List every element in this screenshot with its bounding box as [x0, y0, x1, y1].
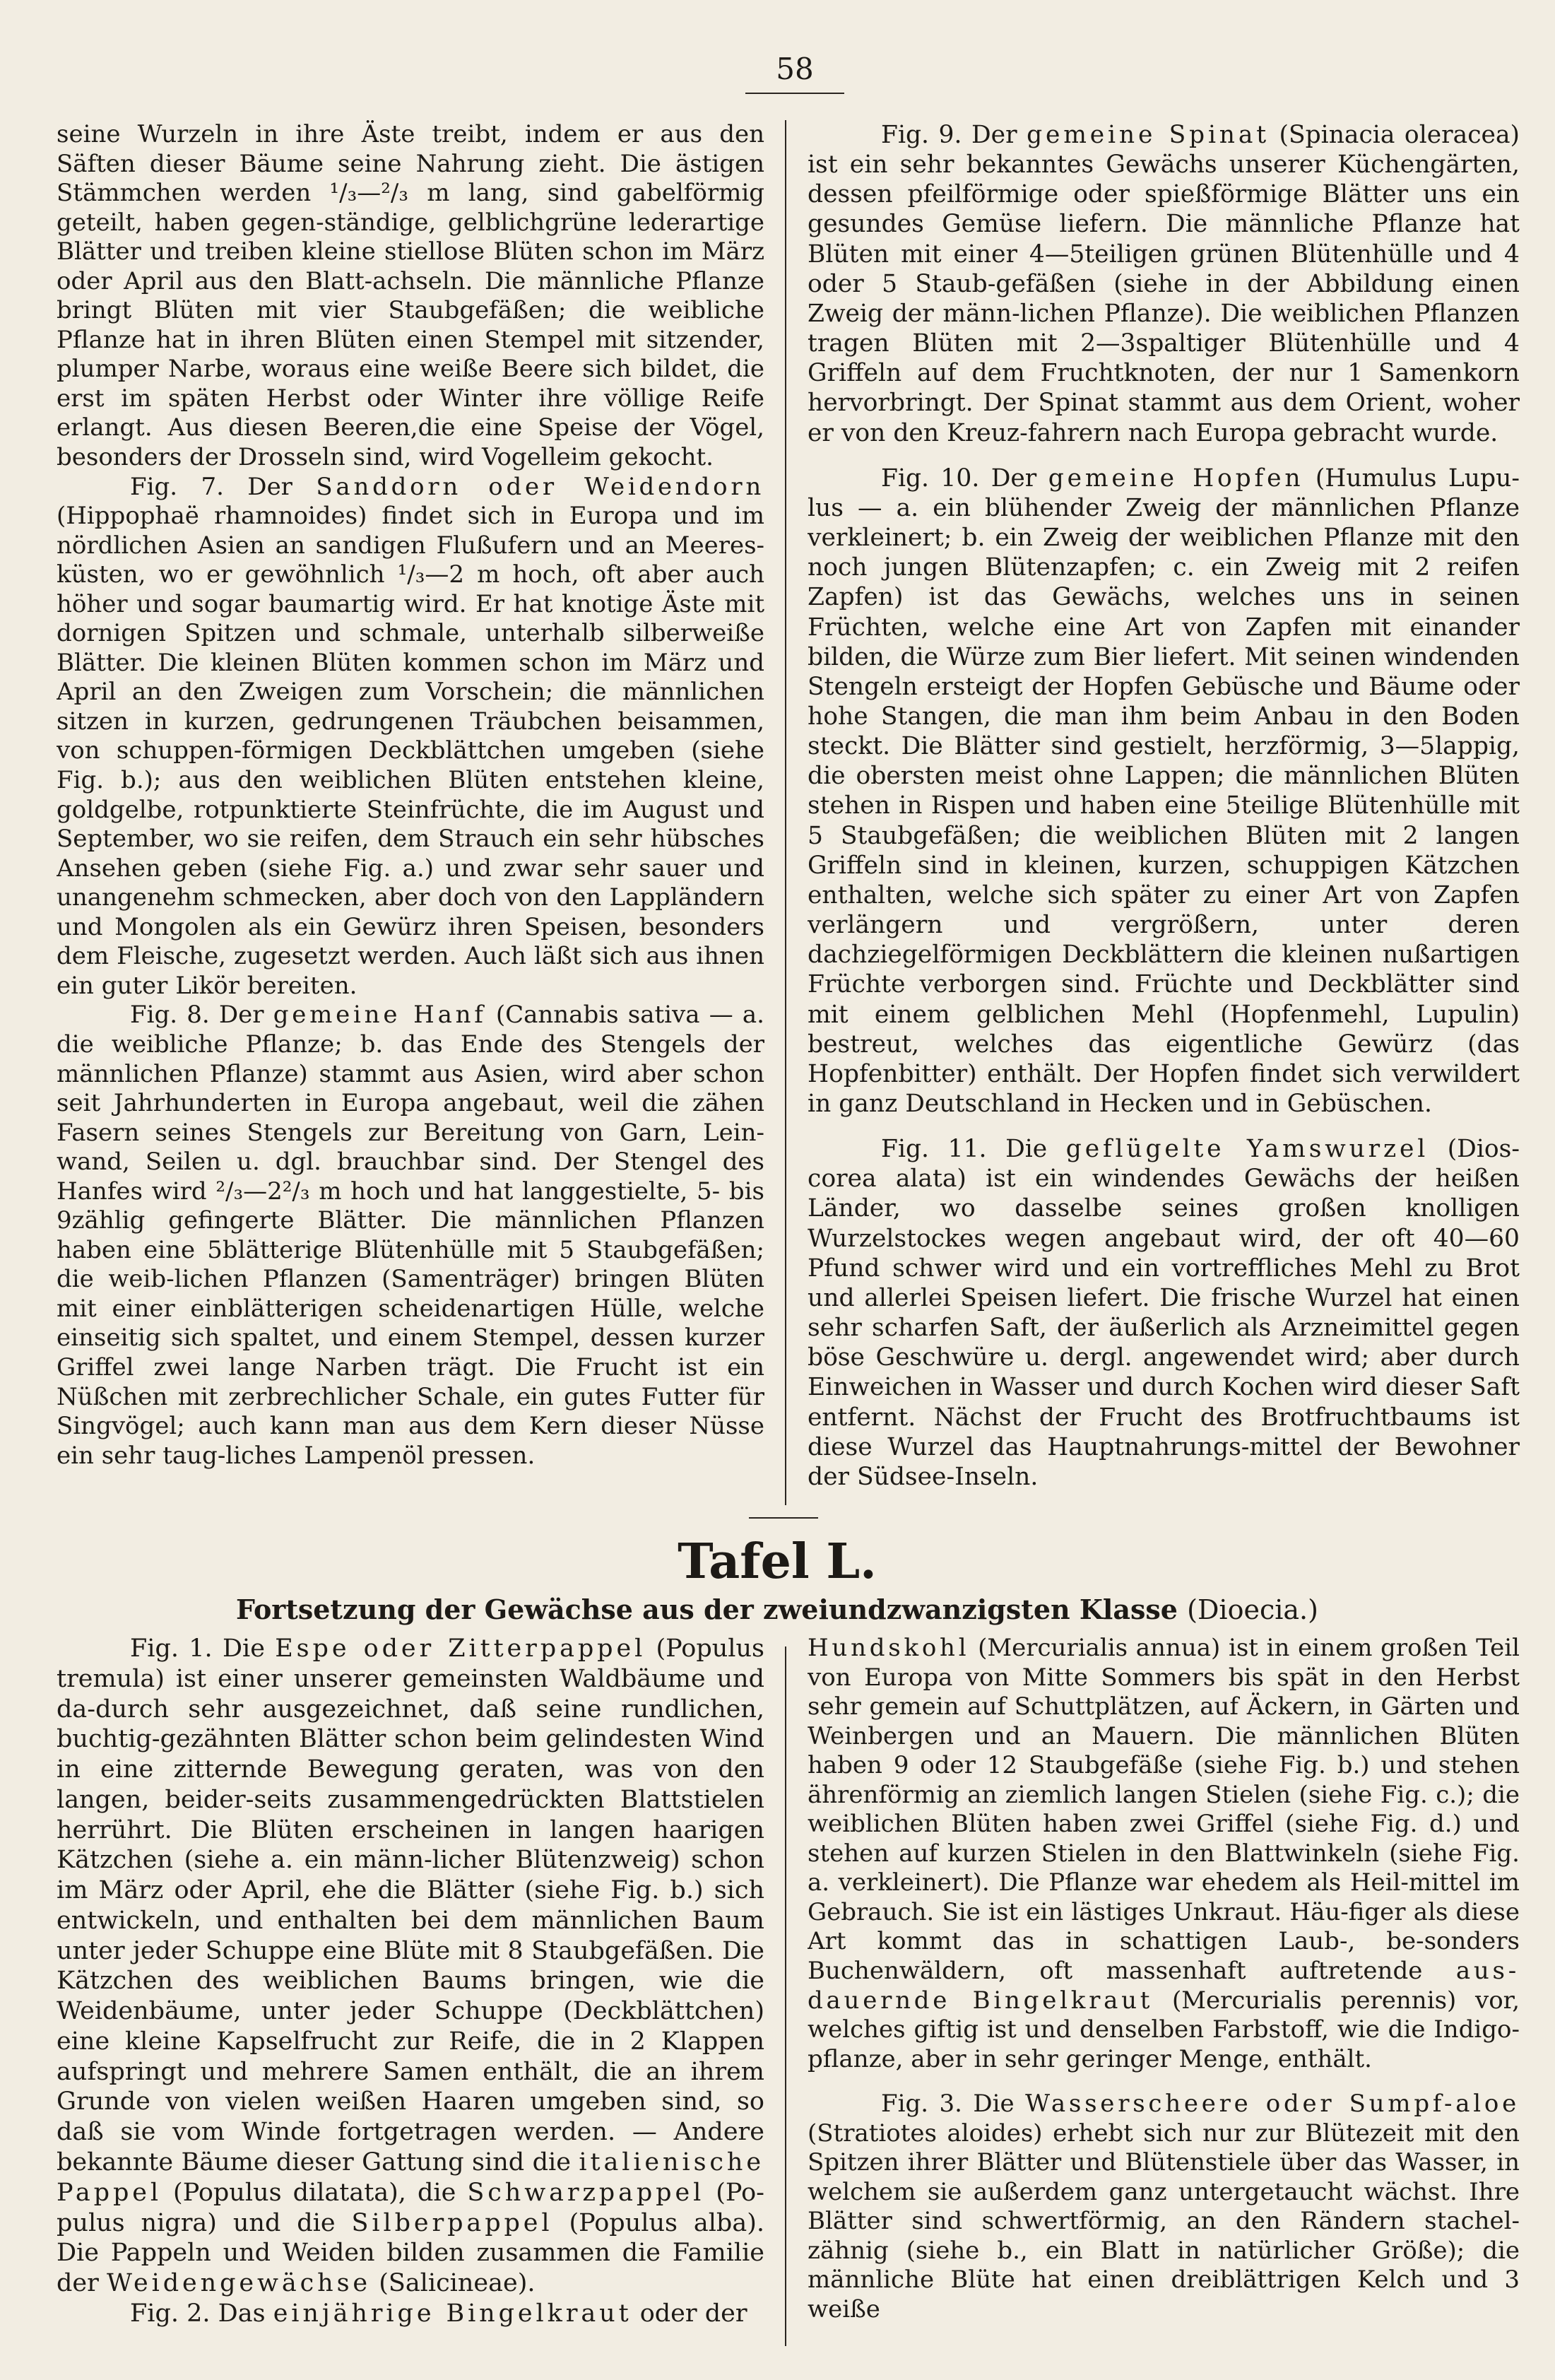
plate-subtitle-text: Fortsetzung der Gewächse aus der zweiundzwanzigsten Klasse [236, 1593, 1178, 1625]
paragraph-mistletoe-continued: seine Wurzeln in ihre Äste treibt, indem er aus den Säften dieser Bäume seine Nahrung zieht. Die ästigen Stämmchen werden ¹/₃—²/₃ m lang, sind gabelförmig geteilt, haben gegen-ständige, gelblichgrüne lederartige Blätter und treiben kleine stiellose Blüten schon im März oder April aus den Blatt-achseln. Die männliche Pflanze bringt Blüten mit vier Staubgefäßen; die weibliche Pflanze hat in ihren Blüten einen Stempel mit sitzender, plumper Narbe, woraus eine weiße Beere sich bildet, die erst im späten Herbst oder Winter ihre völlige Reife erlangt. Aus diesen Beeren,die eine Speise der Vögel, besonders der Drosseln sind, wird Vogelleim gekocht. [57, 120, 764, 472]
paragraph-body: (Spinacia oleracea) ist ein sehr bekanntes Gewächs unserer Küchengärten, dessen pfeilförmige oder spießförmige Blätter uns ein gesundes Gemüse liefern. Die männliche Pflanze hat Blüten mit einer 4—5teiligen grünen Blütenhülle und 4 oder 5 Staub-gefäßen (siehe in der Abbildung einen Zweig der männ-lichen Pflanze). Die weiblichen Pflanzen tragen Blüten mit 2—3spaltiger Blütenhülle und 4 Griffeln auf dem Fruchtknoten, der nur 1 Samenkorn hervorbringt. Der Spinat stammt aus dem Orient, woher er von den Kreuz-fahrern nach Europa gebracht wurde. [808, 121, 1520, 447]
plate-subtitle-latin: (Dioecia.) [1187, 1594, 1318, 1625]
paragraph-body: oder der [639, 2299, 747, 2328]
paragraph-plate-fig-2 [57, 2299, 764, 2329]
species-name: Espe oder Zitterpappel [275, 1634, 646, 1663]
species-name: geflügelte Yamswurzel [1065, 1135, 1429, 1164]
paragraph-body: (Mercurialis annua) ist in einem großen Teil von Europa von Mitte Sommers bis spät in den Herbst sehr gemein auf Schuttplätzen, auf Äckern, in Gärten und Weinbergen und an Mauern. Die männlichen Blüten haben 9 oder 12 Staubgefäße (siehe Fig. b.) und stehen ährenförmig an ziemlich langen Stielen (siehe Fig. c.); die weiblichen Blüten haben zwei Griffel (siehe Fig. d.) und stehen auf kurzen Stielen in den Blattwinkeln (siehe Fig. a. verkleinert). Die Pflanze war ehedem als Heil-mittel im Gebrauch. Sie ist ein lästiges Unkraut. Häu-figer als diese Art kommt das in schattigen Laub-, be-sonders Buchenwäldern, oft massenhaft auftretende [808, 1634, 1520, 1986]
figure-ref: Fig. 2. Das [130, 2299, 266, 2328]
paragraph-body: (Hippophaë rhamnoides) findet sich in Europa und im nördlichen Asien an sandigen Flußufern und an Meeres-küsten, wo er gewöhnlich ¹/₃—2 m hoch, oft aber auch höher und sogar baumartig wird. Er hat knotige Äste mit dornigen Spitzen und schmale, unterhalb silberweiße Blätter. Die kleinen Blüten kommen schon im März und April an den Zweigen zum Vorschein; die männlichen sitzen in kurzen, gedrungenen Träubchen beisammen, von schuppen-förmigen Deckblättchen umgeben (siehe Fig. b.); aus den weiblichen Blüten entstehen kleine, goldgelbe, rotpunktierte Steinfrüchte, die im August und September, wo sie reifen, dem Strauch ein sehr hübsches Ansehen geben (siehe Fig. a.) und zwar sehr sauer und unangenehm schmecken, aber doch von den Lappländern und Mongolen als ein Gewürz ihren Speisen, besonders dem Fleische, zugesetzt werden. Auch läßt sich aus ihnen ein guter Likör bereiten. [57, 502, 764, 1000]
paragraph-body: (Populus tremula) ist einer unserer gemeinsten Waldbäume und da-durch sehr ausgezeichnet, daß seine rundlichen, buchtig-gezähnten Blätter schon beim gelindesten Wind in eine zitternde Bewegung geraten, was von den langen, beider-seits zusammengedrückten Blattstielen herrührt. Die Blüten erscheinen in langen haarigen Kätzchen (siehe a. ein männ-licher Blütenzweig) schon im März oder April, ehe die Blätter (siehe Fig. b.) sich entwickeln, und enthalten bei dem männlichen Baum unter jeder Schuppe eine Blüte mit 8 Staubgefäßen. Die Kätzchen des weiblichen Baums bringen, wie die Weidenbäume, unter jeder Schuppe (Deckblättchen) eine kleine Kapselfrucht zur Reife, die in 2 Klappen aufspringt und mehrere Samen enthält, die an ihrem Grunde von vielen weißen Haaren umgeben sind, so daß sie vom Winde fortgetragen werden. — Andere bekannte Bäume dieser Gattung sind die [57, 1634, 764, 2177]
paragraph-fig-8 [57, 1001, 764, 1471]
figure-ref: Fig. 8. Der [130, 1001, 264, 1030]
paragraph-plate-fig-2-continued [808, 1634, 1520, 2074]
paragraph-fig-9 [808, 120, 1520, 448]
paragraph-body: (Populus alba). Die Pappeln und Weiden bilden zusammen die Familie der [57, 2208, 764, 2298]
upper-right-column [808, 120, 1520, 1509]
family-name: Weidengewächse [107, 2269, 372, 2298]
paragraph-fig-7 [57, 473, 764, 1001]
paragraph-body: (Populus dilatata), die [173, 2178, 456, 2207]
paragraph-fig-10 [808, 464, 1520, 1119]
figure-ref: Fig. 3. Die [881, 2090, 1015, 2119]
section-separator-rule [749, 1517, 818, 1519]
figure-ref: Fig. 10. Der [881, 464, 1037, 493]
lower-right-column [808, 1634, 1520, 2362]
upper-left-column [57, 120, 764, 1509]
plate-subtitle [85, 1589, 1470, 1631]
paragraph-body: (Po-pulus nigra) und die [57, 2178, 764, 2237]
column-divider-lower [785, 1646, 786, 2346]
species-name: italienische Pappel [57, 2148, 764, 2207]
lower-left-column [57, 1634, 764, 2362]
species-name: aus-dauernde Bingelkraut [808, 1957, 1520, 2015]
species-name: Wasserscheere oder Sumpf-aloe [1025, 2090, 1520, 2119]
figure-ref: Fig. 7. Der [130, 472, 292, 501]
paragraph-body: (Mercurialis perennis) vor, welches giftig ist und denselben Farbstoff, wie die Indigo-pflanze, aber in sehr geringer Menge, enthält. [808, 1986, 1520, 2073]
species-name: gemeine Hanf [273, 1001, 487, 1030]
figure-ref: Fig. 1. Die [130, 1634, 265, 1663]
paragraph-body: (Dios-corea alata) ist ein windendes Gewächs der heißen Länder, wo dasselbe seines großen knolligen Wurzelstockes wegen angebaut wird, der oft 40—60 Pfund schwer wird und ein vortreffliches Mehl zu Brot und allerlei Speisen liefert. Die frische Wurzel hat einen sehr scharfen Saft, der äußerlich als Arzneimittel gegen böse Geschwüre u. dergl. angewendet wird; aber durch Einweichen in Wasser und durch Kochen wird dieser Saft entfernt. Nächst der Frucht des Brotfruchtbaums ist diese Wurzel das Hauptnahrungs-mittel der Bewohner der Südsee-Inseln. [808, 1135, 1520, 1491]
header-rule [745, 93, 844, 94]
figure-ref: Fig. 11. Die [881, 1135, 1048, 1164]
paragraph-body: (Humulus Lupu-lus — a. ein blühender Zweig der männlichen Pflanze verkleinert; b. ein Zweig der weiblichen Pflanze mit den noch jungen Blütenzapfen; c. ein Zweig mit 2 reifen Zapfen) ist das Gewächs, welches uns in seinen Früchten, welche eine Art von Zapfen mit einander bilden, die Würze zum Bier liefert. Mit seinen windenden Stengeln ersteigt der Hopfen Gebüsche und Bäume oder hohe Stangen, die man ihm beim Anbau in den Boden steckt. Die Blätter sind gestielt, herzförmig, 3—5lappig, die obersten meist ohne Lappen; die männlichen Blüten stehen in Rispen und haben eine 5teilige Blütenhülle mit 5 Staubgefäßen; die weiblichen Blüten mit 2 langen Griffeln sind in kleinen, kurzen, schuppigen Kätzchen enthalten, welche sich später zu einer Art von Zapfen verlängern und vergrößern, unter deren dachziegelförmigen Deckblättern die kleinen nußartigen Früchte verborgen sind. Früchte und Deckblätter sind mit einem gelblichen Mehl (Hopfenmehl, Lupulin) bestreut, welches das eigentliche Gewürz (das Hopfenbitter) enthält. Der Hopfen findet sich verwildert in ganz Deutschland in Hecken und in Gebüschen. [808, 464, 1520, 1118]
species-name: Schwarzpappel [467, 2178, 705, 2207]
plate-title: Tafel L. [678, 1533, 877, 1590]
page-number: 58 [776, 52, 814, 86]
column-divider-upper [785, 120, 786, 1505]
paragraph-fig-11 [808, 1134, 1520, 1492]
paragraph-plate-fig-1 [57, 1634, 764, 2299]
species-name: Hundskohl [808, 1634, 970, 1662]
species-name: gemeine Spinat [1027, 121, 1270, 149]
species-name: Sanddorn oder Weidendorn [316, 472, 764, 501]
species-name: Silberpappel [351, 2208, 553, 2237]
figure-ref: Fig. 9. Der [881, 121, 1017, 149]
paragraph-body: (Cannabis sativa — a. die weibliche Pflanze; b. das Ende des Stengels der männlichen Pflanze) stammt aus Asien, wird aber schon seit Jahrhunderten in Europa angebaut, weil die zähen Fasern seines Stengels zur Bereitung von Garn, Lein-wand, Seilen u. dgl. brauchbar sind. Der Stengel des Hanfes wird ²/₃—2²/₃ m hoch und hat langgestielte, 5- bis 9zählig gefingerte Blätter. Die männlichen Pflanzen haben eine 5blätterige Blütenhülle mit 5 Staubgefäßen; die weib-lichen Pflanzen (Samenträger) bringen Blüten mit einer einblätterigen scheidenartigen Hülle, welche einseitig sich spaltet, und einem Stempel, dessen kurzer Griffel zwei lange Narben trägt. Die Frucht ist ein Nüßchen mit zerbrechlicher Schale, ein gutes Futter für Singvögel; auch kann man aus dem Kern dieser Nüsse ein sehr taug-liches Lampenöl pressen. [57, 1001, 764, 1470]
species-name: gemeine Hopfen [1048, 464, 1304, 493]
paragraph-plate-fig-3 [808, 2090, 1520, 2324]
species-name: einjährige Bingelkraut [273, 2299, 632, 2328]
paragraph-body: (Stratiotes aloides) erhebt sich nur zur Blütezeit mit den Spitzen ihrer Blätter und Blütenstiele über das Wasser, in welchem sie außerdem ganz untergetaucht wächst. Ihre Blätter sind schwertförmig, an den Rändern stachel-zähnig (siehe b., ein Blatt in natürlicher Größe); die männliche Blüte hat einen dreiblättrigen Kelch und 3 weiße [808, 2119, 1520, 2324]
paragraph-body: (Salicineae). [379, 2269, 536, 2298]
